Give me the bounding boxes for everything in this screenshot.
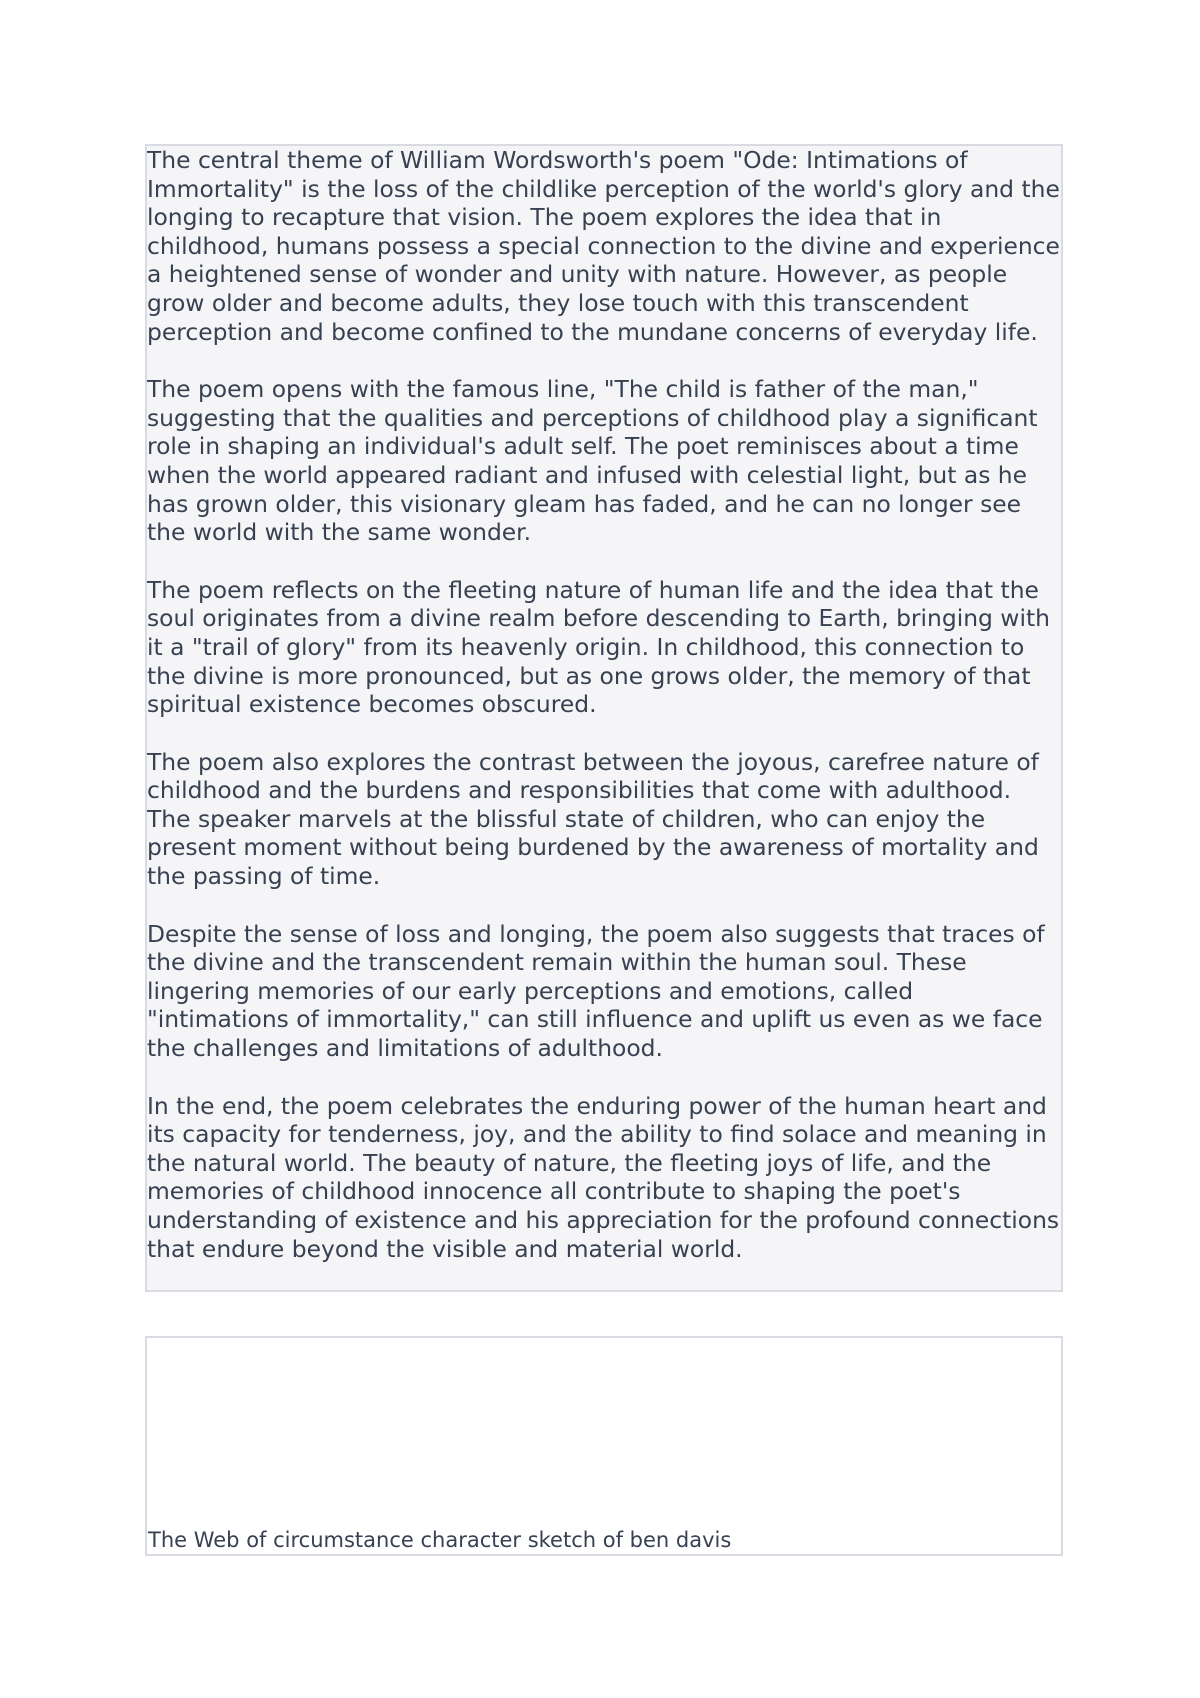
answer-paragraph: In the end, the poem celebrates the enduring power of the human heart and its capacity for tenderness, joy, and the ability to find solace and meaning in the natural world. The beauty of nature, the fleeting joys of life, and the memories of childhood innocence all contribute to shaping the poet's understanding of existence and his appreciation for the profound connections that endure beyond the visible and material world. xyxy=(147,1091,1060,1263)
answer-paragraph: The poem opens with the famous line, "The child is father of the man," suggesting that the qualities and perceptions of childhood play a significant role in shaping an individual's adult self. The poet reminisces about a time when the world appeared radiant and infused with celestial light, but as he has grown older, this visionary gleam has faded, and he can no longer see the world with the same wonder. xyxy=(147,375,1038,547)
answer-text-block xyxy=(145,144,1063,1292)
answer-paragraph: The central theme of William Wordsworth's poem "Ode: Intimations of Immortality" is the loss of the childlike perception of the world's glory and the longing to recapture that vision. The poem explores the idea that in childhood, humans possess a special connection to the divine and experience a heightened sense of wonder and unity with nature. However, as people grow older and become adults, they lose touch with this transcendent perception and become confined to the mundane concerns of everyday life. xyxy=(147,146,1060,346)
answer-paragraph: The poem also explores the contrast between the joyous, carefree nature of childhood and the burdens and responsibilities that come with adulthood. The speaker marvels at the blissful state of children, who can enjoy the present moment without being burdened by the awareness of mortality and the passing of time. xyxy=(147,747,1039,891)
related-link-caption[interactable]: The Web of circumstance character sketch of ben davis xyxy=(148,1528,732,1552)
related-link-card[interactable] xyxy=(145,1336,1063,1556)
answer-paragraph: Despite the sense of loss and longing, the poem also suggests that traces of the divine and the transcendent remain within the human soul. These lingering memories of our early perceptions and emotions, called "intimations of immortality," can still influence and uplift us even as we face the challenges and limitations of adulthood. xyxy=(147,919,1045,1063)
answer-paragraph: The poem reflects on the fleeting nature of human life and the idea that the soul originates from a divine realm before descending to Earth, bringing with it a "trail of glory" from its heavenly origin. In childhood, this connection to the divine is more pronounced, but as one grows older, the memory of that spiritual existence becomes obscured. xyxy=(147,575,1050,719)
